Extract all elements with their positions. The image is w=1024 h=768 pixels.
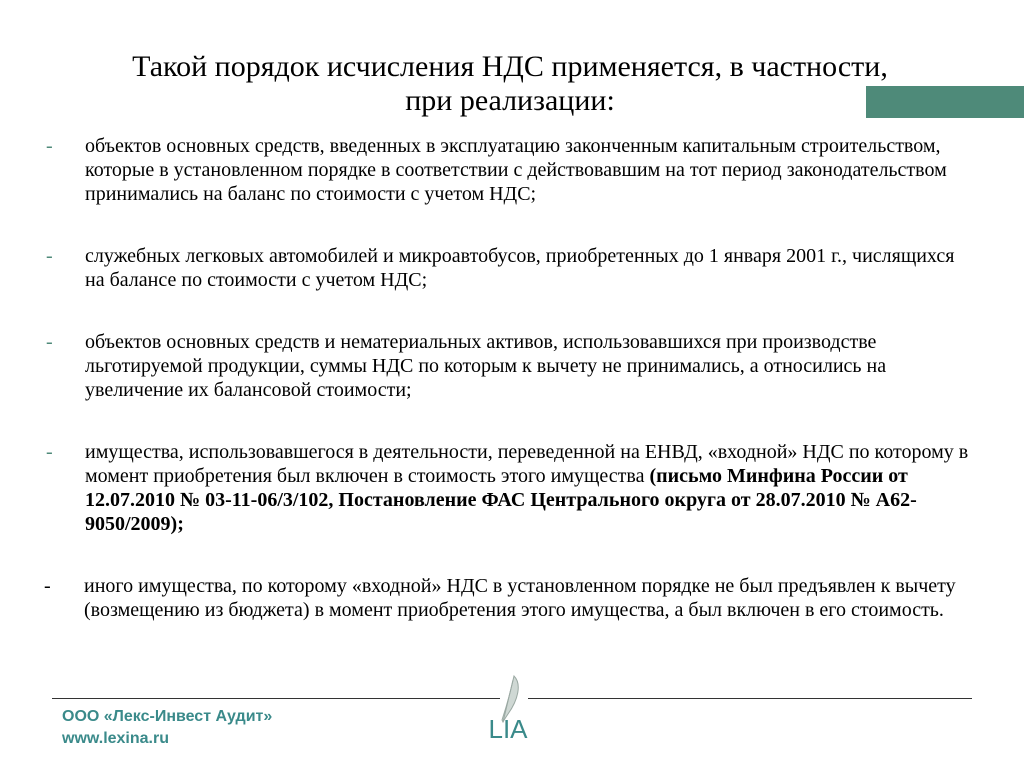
accent-bar bbox=[866, 86, 1024, 118]
list-item-text: имущества, использовавшегося в деятельности, переведенной на ЕНВД, «входной» НДС по которому в момент приобретения был включен в стоимость этого имущества bbox=[85, 441, 969, 487]
title-line-2: при реализации: bbox=[405, 84, 615, 117]
bullet-dash: - bbox=[44, 575, 51, 597]
list-item-text: объектов основных средств и нематериальных активов, использовавшихся при производстве льготируемой продукции, суммы НДС по которым к вычету не принимались, а относились на увеличение их балансовой стоимости; bbox=[85, 331, 887, 401]
list-item bbox=[44, 244, 974, 292]
footer-divider-right bbox=[528, 698, 972, 699]
list-item-text: иного имущества, по которому «входной» НДС в установленном порядке не был предъявлен к вычету (возмещению из бюджета) в момент приобретения этого имущества, а был включен в его стоимость. bbox=[84, 575, 956, 621]
footer-divider-left bbox=[52, 698, 500, 699]
logo-text: LIA bbox=[488, 714, 528, 744]
bullet-dash: - bbox=[46, 331, 53, 353]
list-item bbox=[44, 134, 974, 206]
bullet-dash: - bbox=[46, 441, 53, 463]
legal-reference: (письмо Минфина России от 12.07.2010 № 03-11-06/3/102, Постановление ФАС Центрального округа от 28.07.2010 № А62-9050/2009); bbox=[85, 465, 917, 535]
list-item bbox=[44, 330, 974, 402]
title-line-1: Такой порядок исчисления НДС применяется, в частности, bbox=[132, 50, 888, 83]
slide-title bbox=[60, 50, 960, 118]
list-item bbox=[44, 440, 974, 536]
footer bbox=[62, 706, 272, 750]
lia-logo-icon bbox=[468, 670, 548, 750]
list-item bbox=[44, 574, 974, 622]
bullet-dash: - bbox=[46, 135, 53, 157]
website-link[interactable]: www.lexina.ru bbox=[62, 730, 169, 747]
list-item-text: служебных легковых автомобилей и микроавтобусов, приобретенных до 1 января 2001 г., числящихся на балансе по стоимости с учетом НДС; bbox=[85, 245, 955, 291]
list-item-text: объектов основных средств, введенных в эксплуатацию законченным капитальным строительством, которые в установленном порядке в соответствии с действовавшим на тот период законодательством принимались на баланс по стоимости с учетом НДС; bbox=[85, 135, 947, 205]
bullet-list bbox=[44, 134, 974, 622]
bullet-dash: - bbox=[46, 245, 53, 267]
company-name: ООО «Лекс-Инвест Аудит» bbox=[62, 708, 273, 725]
